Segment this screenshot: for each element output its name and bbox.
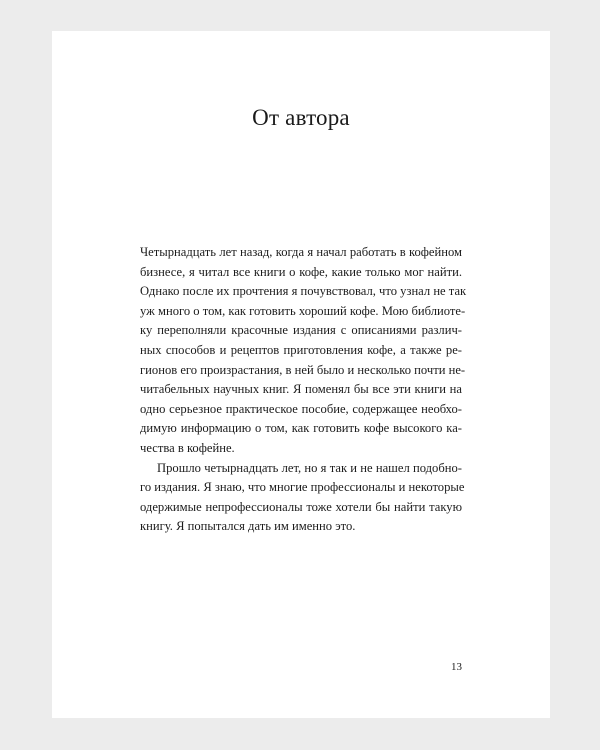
text-line: читабельных научных книг. Я поменял бы все эти книги на xyxy=(140,382,462,397)
text-line: го издания. Я знаю, что многие профессионалы и некоторые xyxy=(140,480,465,495)
text-line: одержимые непрофессионалы тоже хотели бы найти такую xyxy=(140,499,462,514)
page-title: От автора xyxy=(252,105,350,130)
paragraph-2 xyxy=(140,459,465,537)
page-number: 13 xyxy=(451,661,462,673)
body-text xyxy=(140,243,467,537)
text-line: одно серьезное практическое пособие, содержащее необхо- xyxy=(140,401,462,416)
text-line: книгу. Я попытался дать им именно это. xyxy=(140,519,356,534)
text-line: гионов его произрастания, в ней было и несколько почти не- xyxy=(140,362,466,377)
paragraph-1 xyxy=(140,243,467,459)
text-line: уж много о том, как готовить хороший кофе. Мою библиоте- xyxy=(140,303,466,318)
text-line: Однако после их прочтения я почувствовал, что узнал не так xyxy=(140,284,467,299)
text-line: чества в кофейне. xyxy=(140,440,235,455)
text-line: димую информацию о том, как готовить кофе высокого ка- xyxy=(140,421,462,436)
text-line: бизнесе, я читал все книги о кофе, какие только мог найти. xyxy=(140,264,462,279)
text-line: Четырнадцать лет назад, когда я начал работать в кофейном xyxy=(140,245,462,259)
book-page xyxy=(52,31,550,718)
text-line: Прошло четырнадцать лет, но я так и не нашел подобно- xyxy=(157,460,462,475)
text-line: ных способов и рецептов приготовления кофе, а также ре- xyxy=(140,342,462,357)
text-line: ку переполняли красочные издания с описаниями различ- xyxy=(140,323,462,338)
